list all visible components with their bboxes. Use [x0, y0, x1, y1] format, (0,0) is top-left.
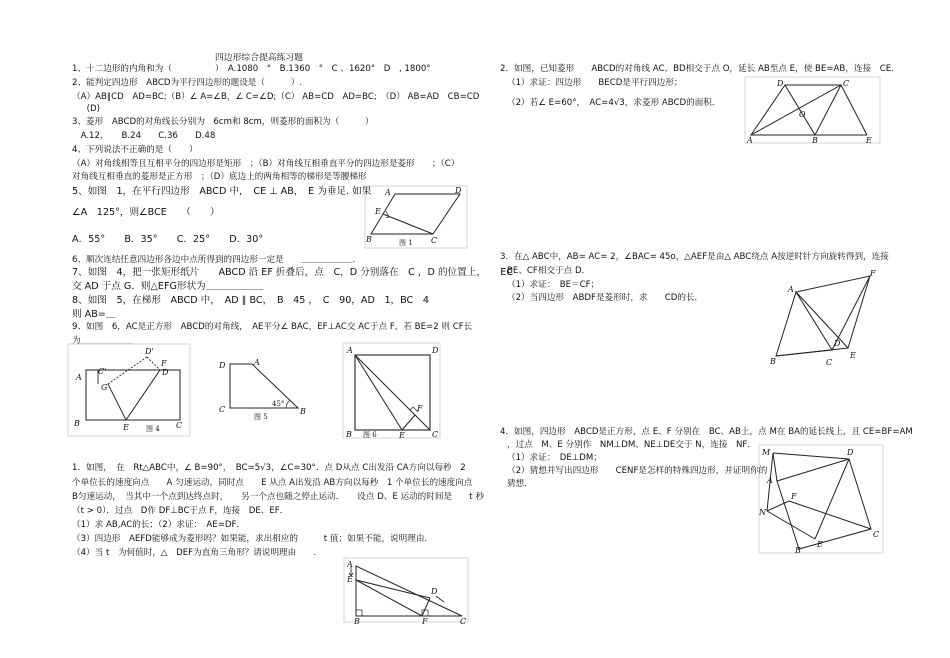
- question-2: 2、能判定四边形 ABCD为平行四边形的题设是（ ）.: [72, 78, 303, 88]
- fig4-caption: 图 4: [146, 425, 160, 433]
- figure-5: [214, 356, 310, 422]
- fig1-label-e: E: [375, 207, 381, 216]
- p2-label-e: E: [866, 136, 872, 145]
- question-3-options: A.12， B.24 C.36 D.48: [72, 131, 216, 141]
- question-5-condition: ∠A 125°，则∠BCE （ ）: [72, 207, 220, 218]
- figure-problem-3: [766, 270, 876, 368]
- problem-2-part1: （1）求证：四边形 BECD是平行四边形；: [507, 78, 683, 88]
- question-4-option-d: 对角线互相垂直的菱形是正方形 ；（D）底边上的两角相等的梯形是等腰梯形: [72, 172, 367, 182]
- p3-label-e: E: [850, 351, 856, 360]
- p3-label-d: D: [834, 339, 841, 348]
- fig4-label-e: E: [123, 423, 129, 432]
- problem-4-part2-cont: 猜想．: [507, 479, 533, 489]
- fig1-label-b: B: [366, 235, 372, 244]
- problem-3-part2: （2）当四边形 ABDF是菱形时，求 CD的长．: [507, 293, 704, 303]
- big-question-1-part3: （3）四边形 AEFD能够成为菱形吗？如果能，求出相应的 t 值；如果不能，说明理由．: [72, 534, 434, 544]
- question-9: 9、如图 6，AC是正方形 ABCD的对角线， AE平分∠ BAC，EF⊥AC交 AC于点 F，若 BE=2 则 CF长: [72, 322, 473, 332]
- fig1-label-c: C: [431, 236, 438, 245]
- fig6-caption: 图 6: [363, 431, 377, 439]
- p4-label-b: B: [795, 546, 801, 555]
- fig4-label-c: C: [176, 421, 183, 430]
- question-4: 4、下列说法不正确的是（ ）: [72, 145, 198, 155]
- figure-problem-4: [759, 445, 883, 553]
- problem-3-cont: BE、CF相交于点 D．: [507, 266, 591, 276]
- big1-label-a: A: [347, 560, 353, 569]
- question-9-cont: 为＿＿＿＿＿＿: [72, 336, 133, 346]
- figure-6: [343, 343, 440, 438]
- big1-label-b: B: [354, 617, 360, 626]
- p3-label-f: F: [870, 269, 876, 278]
- question-1: 1、十二边形的内角和为（ ） A.1080 ° B.1360 ° C 、1620° D , 1800°: [72, 64, 431, 74]
- figure-1: [365, 186, 467, 248]
- figure-problem-2: [745, 77, 880, 143]
- p2-label-c: C: [843, 79, 850, 88]
- p3-label-a: A: [788, 285, 794, 294]
- fig4-label-a: A: [76, 373, 82, 382]
- p2-label-a: A: [747, 136, 753, 145]
- question-6: 6、顺次连结任意四边形各边中点所得到的四边形一定是 ＿＿＿＿＿＿.: [72, 255, 356, 265]
- p3-label-b: B: [770, 357, 776, 366]
- fig5-angle-label: 45°: [272, 400, 285, 408]
- fig4-label-g: G: [101, 383, 108, 392]
- p3-label-c: C: [826, 358, 833, 367]
- question-4-option-a: （A）对角线相等且互相平分的四边形是矩形 ；（B）对角线互相垂直平分的四边形是菱形 ；（C）: [72, 159, 460, 169]
- fig6-label-b: B: [346, 430, 352, 439]
- p2-label-b: B: [812, 136, 818, 145]
- fig4-label-b: B: [74, 419, 80, 428]
- p4-label-d: D: [847, 448, 854, 457]
- p4-label-m: M: [762, 448, 771, 457]
- fig4-label-d: D: [162, 368, 169, 377]
- problem-2: 2．如图，已知菱形 ABCD的对角线 AC、BD相交于点 O，延长 AB至点 E，使 BE=AB，连接 CE．: [500, 64, 900, 74]
- big-question-1-line4: （t > 0）．过点 D作 DF⊥BC于点 F，连接 DE、EF．: [72, 506, 289, 516]
- problem-3: 3．在△ ABC中，AB= AC= 2，∠BAC= 45o，△AEF是由△ ABC绕点 A按逆时针方向旋转得到，连接: [500, 252, 889, 262]
- problem-3-part1: （1）求证： BE＝CF；: [507, 280, 600, 290]
- big1-label-f: F: [422, 617, 428, 626]
- big-question-1-part1-2: （1）求 AB,AC的长；（2）求证： AE=DF．: [72, 520, 246, 530]
- fig6-label-a: A: [347, 346, 353, 355]
- question-5-options: A．55° B．35° C．25° D．30°: [72, 234, 264, 245]
- figure-4: [68, 344, 190, 436]
- problem-4-part2: （2）猜想并写出四边形 CENF是怎样的特殊四边形，并证明你的: [507, 466, 768, 476]
- fig6-label-d: D: [432, 346, 439, 355]
- p4-label-c: C: [873, 530, 880, 539]
- p4-label-f: F: [791, 492, 797, 501]
- question-2-options: （A）AB∥CD AD=BC;（B）∠ A=∠B，∠ C=∠D;（C） AB=CD AD=BC; （D） AB=AD CB=CD: [72, 92, 480, 102]
- question-8: 8、如图 5，在梯形 ABCD 中， AD ∥ BC， B 45 ， C 90，AD 1，BC 4: [72, 295, 429, 306]
- problem-4-part1: （1）求证： DE⊥DM；: [507, 453, 602, 463]
- big-question-1: 1．如图， 在 Rt△ABC中，∠ B=90°， BC=5√3，∠C=30°．点 D从点 C出发沿 CA方向以每秒 2: [72, 463, 466, 473]
- fig5-label-c: C: [219, 405, 226, 414]
- problem-4: 4．如图，四边形 ABCD是正方形，点 E、F 分别在 BC、AB上，点 M在 BA的延长线上，且 CE=BF=AM: [500, 427, 913, 437]
- big-question-1-line2: 个单位长的速度向点 A 匀速运动，同时点 E 从点 A出发沿 AB方向以每秒 1 个单位长的速度向点: [72, 478, 473, 488]
- fig4-label-c-prime: C': [98, 367, 107, 376]
- question-7-cont: 交 AD 于点 G．则△EFG形状为＿＿＿＿＿＿: [72, 281, 264, 292]
- big-question-1-line3: B匀速运动， 当其中一个点到达终点时， 另一个点也随之停止运动． 设点 D、E 运动的时间是 t 秒: [72, 492, 484, 502]
- problem-2-part2: （2）若∠ E=60°， AC=4√3，求菱形 ABCD的面积．: [507, 98, 721, 108]
- question-5: 5、如图 1，在平行四边形 ABCD 中， CE ⊥ AB， E 为垂足. 如果: [72, 186, 372, 197]
- figure-big-question-1: [344, 558, 468, 626]
- big-question-1-part4: （4）当 t 为何值时，△ DEF为直角三角形？请说明理由 .: [72, 548, 317, 558]
- worksheet-title: 四边形综合提高练习题: [215, 53, 303, 63]
- fig5-caption: 图 5: [254, 413, 268, 421]
- question-7: 7、如图 4，把一张矩形纸片 ABCD 沿 EF 折叠后，点 C，D 分别落在 C ，D 的位置上， EC: [72, 267, 514, 278]
- p4-label-a: A: [767, 476, 773, 485]
- p4-label-e: E: [817, 540, 823, 549]
- fig5-label-d: D: [219, 361, 226, 370]
- fig6-label-f: F: [417, 404, 423, 413]
- question-3: 3、菱形 ABCD的对角线长分别为 6cm和 8cm，则菱形的面积为（ ）: [72, 117, 374, 127]
- question-8-cont: 则 AB=＿: [72, 309, 116, 320]
- p2-label-o: O: [799, 110, 806, 119]
- fig4-label-f: F: [161, 359, 167, 368]
- problem-4-cont: ，过点 M、E 分别作 NM⊥DM、NE⊥DE交于 N，连接 NF．: [507, 440, 756, 450]
- p4-label-n: N: [759, 508, 766, 517]
- big1-label-e: E: [347, 575, 353, 584]
- p2-label-d: D: [777, 79, 784, 88]
- big1-label-c: C: [460, 617, 467, 626]
- fig4-label-d-prime: D': [145, 347, 154, 356]
- big1-label-d: D: [431, 587, 438, 596]
- fig1-caption: 图 1: [399, 239, 413, 247]
- fig1-label-a: A: [385, 188, 391, 197]
- fig6-label-c: C: [432, 430, 439, 439]
- fig5-label-a: A: [254, 358, 260, 367]
- question-2-options-wrap: (D): [78, 104, 100, 114]
- fig1-label-d: D: [455, 186, 462, 195]
- fig6-label-e: E: [399, 431, 405, 440]
- fig5-label-b: B: [300, 407, 306, 416]
